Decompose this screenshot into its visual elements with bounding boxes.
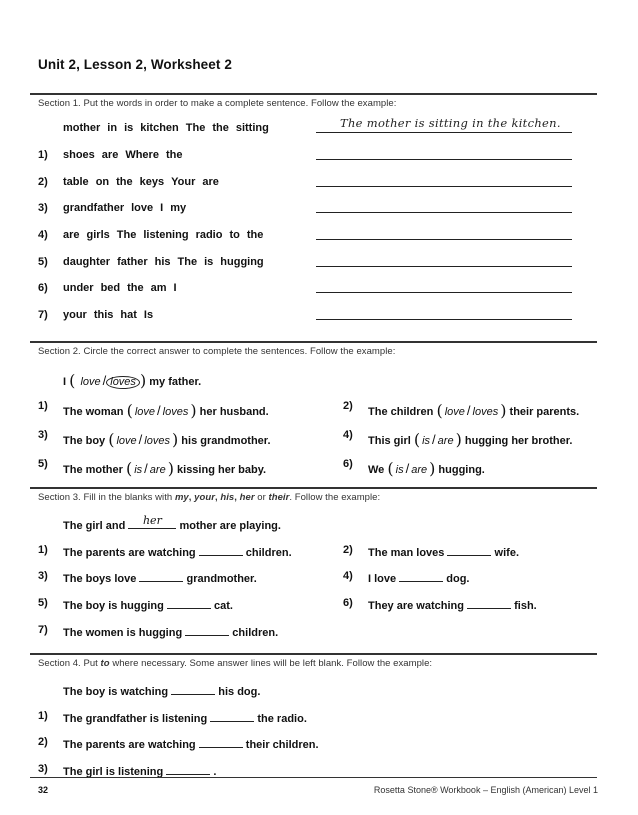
scrambled-word: the xyxy=(246,229,264,241)
item-number: 4) xyxy=(343,570,353,582)
section3-instruction-pre: Section 3. Fill in the blanks with xyxy=(38,492,175,503)
section2-example-post: my father. xyxy=(149,376,202,388)
section1-item-words xyxy=(63,176,226,188)
scrambled-word: the xyxy=(165,149,183,161)
close-paren: ) xyxy=(455,430,462,449)
sentence-end: the radio. xyxy=(257,713,307,725)
sentence-start: The parents are watching xyxy=(63,547,196,559)
item-number: 7) xyxy=(38,624,48,636)
section3-example-post: mother are playing. xyxy=(179,520,281,532)
scrambled-word: table xyxy=(63,176,89,188)
fill-sentence xyxy=(368,570,469,585)
scrambled-word: are xyxy=(101,149,119,161)
sentence-end: hugging. xyxy=(438,464,485,476)
fill-sentence xyxy=(63,624,278,639)
answer-blank xyxy=(139,570,183,582)
item-number: 6) xyxy=(38,282,48,294)
item-number: 2) xyxy=(343,544,353,556)
answer-blank xyxy=(210,710,254,722)
sentence-start: The woman xyxy=(63,406,124,418)
section3-instruction-post: . Follow the example: xyxy=(289,492,381,503)
choice-option-1: is xyxy=(395,464,404,476)
section1-instruction: Section 1. Put the words in order to make a complete sentence. Follow the example: xyxy=(38,98,397,109)
section-divider xyxy=(30,93,597,95)
scrambled-word: my xyxy=(170,202,187,214)
choice-sentence xyxy=(368,400,579,419)
section1-example-answer-line xyxy=(316,118,572,133)
sentence-end: wife. xyxy=(494,547,519,559)
fill-sentence xyxy=(63,570,257,585)
item-number: 1) xyxy=(38,710,48,722)
choice-sentence xyxy=(63,400,269,419)
scrambled-word: this xyxy=(93,309,114,321)
choice-sentence xyxy=(368,458,485,477)
open-paren: ( xyxy=(108,430,115,449)
scrambled-word: shoes xyxy=(63,149,95,161)
fill-sentence xyxy=(63,763,216,778)
scrambled-word: hugging xyxy=(220,256,264,268)
fill-sentence xyxy=(63,710,307,725)
section2-example-opt1: love xyxy=(80,376,101,388)
section4-example xyxy=(63,683,260,698)
scrambled-word: the xyxy=(212,122,229,134)
section1-item-words xyxy=(63,256,271,268)
slash: / xyxy=(144,461,148,476)
sentence-end: dog. xyxy=(446,573,470,585)
section3-example xyxy=(63,514,281,532)
answer-blank xyxy=(399,570,443,582)
section1-example-words xyxy=(63,122,276,134)
scrambled-word: is xyxy=(204,256,214,268)
item-number: 2) xyxy=(38,736,48,748)
section1-example-answer: The mother is sitting in the kitchen. xyxy=(340,116,561,130)
choice-option-1: love xyxy=(134,406,156,418)
answer-blank xyxy=(447,544,491,556)
answer-line xyxy=(316,198,572,213)
section4-example-blank xyxy=(171,683,215,695)
item-number: 3) xyxy=(38,763,48,775)
choice-option-1: love xyxy=(444,406,465,418)
section1-item-words xyxy=(63,202,193,214)
section1-item-words xyxy=(63,149,189,161)
section4-instruction-pre: Section 4. Put xyxy=(38,658,101,669)
section4-example-post: his dog. xyxy=(218,686,261,698)
slash: / xyxy=(157,403,161,418)
scrambled-word: are xyxy=(63,229,80,241)
choice-sentence xyxy=(368,429,572,448)
sentence-start: The mother xyxy=(63,464,123,476)
section3-example-fill: her xyxy=(142,514,162,527)
sentence-start: This girl xyxy=(368,435,411,447)
section-divider xyxy=(30,653,597,655)
scrambled-word: Where xyxy=(125,149,159,161)
section2-example: I ( love / loves ) my father. xyxy=(63,371,202,390)
item-number: 2) xyxy=(343,400,353,412)
choice-option-2: loves xyxy=(472,406,499,418)
scrambled-word: Your xyxy=(171,176,196,188)
slash: / xyxy=(405,461,410,476)
close-paren: ) xyxy=(500,401,507,420)
scrambled-word: on xyxy=(95,176,110,188)
close-paren: ) xyxy=(167,459,174,478)
answer-blank xyxy=(166,763,210,775)
close-paren: ) xyxy=(429,459,436,478)
sentence-start: The boys love xyxy=(63,573,137,585)
sentence-start: We xyxy=(368,464,385,476)
scrambled-word: the xyxy=(127,282,144,294)
section3-word-her: her xyxy=(239,492,255,503)
sentence-end: their children. xyxy=(245,739,319,751)
sentence-end: their parents. xyxy=(509,406,580,418)
choice-option-1: is xyxy=(422,435,431,447)
open-paren: ( xyxy=(413,430,421,449)
item-number: 4) xyxy=(343,429,353,441)
scrambled-word: hat xyxy=(120,309,137,321)
item-number: 6) xyxy=(343,458,353,470)
choice-option-1: is xyxy=(134,464,143,476)
section1-item-words xyxy=(63,229,270,241)
choice-option-2: loves xyxy=(144,435,170,447)
sentence-start: The parents are watching xyxy=(63,739,196,751)
page-number: 32 xyxy=(38,785,49,795)
fill-sentence xyxy=(368,544,519,559)
sentence-end: fish. xyxy=(514,600,537,612)
sentence-end: kissing her baby. xyxy=(177,464,267,476)
answer-line xyxy=(316,252,572,267)
scrambled-word: mother xyxy=(63,122,101,134)
section4-instruction-post: where necessary. Some answer lines will be left blank. Follow the example: xyxy=(109,658,433,669)
item-number: 5) xyxy=(38,256,48,268)
section4-word-to: to xyxy=(100,658,110,669)
scrambled-word: are xyxy=(202,176,219,188)
section3-instruction: Section 3. Fill in the blanks with my, your, his, her or their. Follow the example: xyxy=(38,492,381,503)
item-number: 5) xyxy=(38,458,48,470)
section3-word-his: his xyxy=(220,492,235,503)
scrambled-word: sitting xyxy=(235,122,269,134)
sentence-start: The women is hugging xyxy=(63,627,183,639)
choice-option-2: are xyxy=(149,464,166,476)
sentence-start: The man loves xyxy=(368,547,445,559)
fill-sentence xyxy=(63,736,319,751)
sentence-start: The girl is listening xyxy=(63,766,164,778)
item-number: 3) xyxy=(38,570,48,582)
item-number: 1) xyxy=(38,149,48,161)
answer-line xyxy=(316,225,572,240)
sentence-start: The boy is hugging xyxy=(63,600,164,612)
fill-sentence xyxy=(63,597,233,612)
choice-option-2: are xyxy=(411,464,428,476)
choice-sentence xyxy=(63,429,271,448)
footer-credit: Rosetta Stone® Workbook – English (American) Level 1 xyxy=(373,785,598,795)
answer-blank xyxy=(199,544,243,556)
item-number: 5) xyxy=(38,597,48,609)
item-number: 1) xyxy=(38,544,48,556)
sentence-start: They are watching xyxy=(368,600,464,612)
section-divider xyxy=(30,487,597,489)
answer-blank xyxy=(185,624,229,636)
item-number: 7) xyxy=(38,309,48,321)
section3-word-your: your xyxy=(194,492,215,503)
choice-option-2: loves xyxy=(162,406,189,418)
section1-item-words xyxy=(63,282,184,294)
scrambled-word: bed xyxy=(100,282,121,294)
answer-blank xyxy=(199,736,243,748)
scrambled-word: love xyxy=(131,202,154,214)
scrambled-word: girls xyxy=(86,229,110,241)
choice-sentence xyxy=(63,458,266,477)
scrambled-word: the xyxy=(116,176,133,188)
section3-word-their: their xyxy=(268,492,290,503)
close-paren: ) xyxy=(171,430,179,449)
scrambled-word: to xyxy=(229,229,240,241)
scrambled-word: keys xyxy=(139,176,165,188)
section3-example-pre: The girl and xyxy=(63,520,126,532)
answer-line xyxy=(316,145,572,160)
section4-instruction xyxy=(38,658,432,669)
section2-example-pre: I xyxy=(63,376,67,388)
section-divider xyxy=(30,341,597,343)
section3-instruction-or: or xyxy=(254,492,269,503)
scrambled-word: The xyxy=(116,229,137,241)
section2-instruction: Section 2. Circle the correct answer to complete the sentences. Follow the example: xyxy=(38,346,396,357)
scrambled-word: is xyxy=(124,122,134,134)
section2-example-opt2-circled: loves xyxy=(106,376,140,389)
section1-item-words xyxy=(63,309,160,321)
answer-blank xyxy=(467,597,511,609)
answer-line xyxy=(316,278,572,293)
scrambled-word: I xyxy=(173,282,177,294)
scrambled-word: grandfather xyxy=(63,202,125,214)
answer-blank xyxy=(167,597,211,609)
section3-example-blank xyxy=(128,514,176,529)
sentence-end: his grandmother. xyxy=(181,435,271,447)
choice-option-1: love xyxy=(116,435,137,447)
section3-word-my: my xyxy=(174,492,189,503)
scrambled-word: kitchen xyxy=(140,122,179,134)
scrambled-word: his xyxy=(154,256,171,268)
sentence-end: hugging her brother. xyxy=(464,435,573,447)
scrambled-word: under xyxy=(63,282,94,294)
item-number: 1) xyxy=(38,400,48,412)
slash: / xyxy=(466,403,471,418)
sentence-start: The boy xyxy=(63,435,106,447)
scrambled-word: The xyxy=(185,122,206,134)
scrambled-word: Is xyxy=(143,309,154,321)
sentence-end: her husband. xyxy=(199,406,269,418)
open-paren: ( xyxy=(436,401,443,420)
open-paren: ( xyxy=(126,401,133,420)
choice-option-2: are xyxy=(437,435,454,447)
section4-example-pre: The boy is watching xyxy=(63,686,169,698)
open-paren: ( xyxy=(125,459,133,478)
sentence-end: grandmother. xyxy=(186,573,257,585)
scrambled-word: am xyxy=(150,282,167,294)
scrambled-word: your xyxy=(63,309,87,321)
fill-sentence xyxy=(63,544,292,559)
scrambled-word: listening xyxy=(143,229,189,241)
slash: / xyxy=(138,432,143,447)
sentence-end: children. xyxy=(232,627,279,639)
item-number: 6) xyxy=(343,597,353,609)
sentence-end: cat. xyxy=(213,600,233,612)
sentence-start: The grandfather is listening xyxy=(63,713,208,725)
open-paren: ( xyxy=(387,459,394,478)
scrambled-word: The xyxy=(177,256,198,268)
answer-line xyxy=(316,305,572,320)
scrambled-word: in xyxy=(107,122,118,134)
item-number: 3) xyxy=(38,429,48,441)
scrambled-word: I xyxy=(160,202,164,214)
footer-divider xyxy=(30,777,597,778)
fill-sentence xyxy=(368,597,537,612)
close-paren: ) xyxy=(190,401,197,420)
sentence-start: The children xyxy=(368,406,434,418)
item-number: 3) xyxy=(38,202,48,214)
scrambled-word: radio xyxy=(195,229,223,241)
scrambled-word: father xyxy=(117,256,148,268)
slash: / xyxy=(432,432,436,447)
sentence-start: I love xyxy=(368,573,397,585)
sentence-end: . xyxy=(213,766,217,778)
sentence-end: children. xyxy=(245,547,292,559)
item-number: 2) xyxy=(38,176,48,188)
scrambled-word: daughter xyxy=(63,256,111,268)
worksheet-title: Unit 2, Lesson 2, Worksheet 2 xyxy=(38,57,232,72)
answer-line xyxy=(316,172,572,187)
item-number: 4) xyxy=(38,229,48,241)
